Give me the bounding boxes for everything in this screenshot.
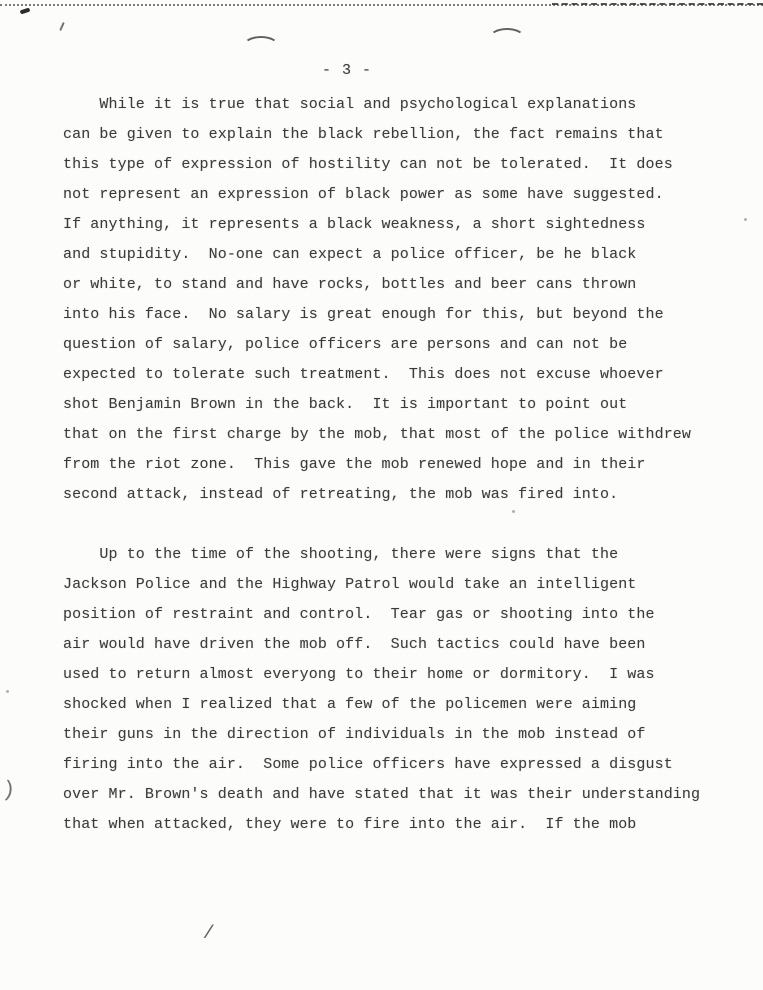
text-line: expected to tolerate such treatment. This does not excuse whoever xyxy=(63,366,664,383)
text-line: not represent an expression of black power as some have suggested. xyxy=(63,186,664,203)
text-line: shocked when I realized that a few of the policemen were aiming xyxy=(63,696,637,713)
text-line: from the riot zone. This gave the mob renewed hope and in their xyxy=(63,456,646,473)
text-line: air would have driven the mob off. Such tactics could have been xyxy=(63,636,646,653)
page-number: - 3 - xyxy=(321,62,372,79)
text-line: that on the first charge by the mob, that most of the police withdrew xyxy=(63,426,692,443)
text-line: If anything, it represents a black weakness, a short sightedness xyxy=(63,216,646,233)
scan-artifact-speck xyxy=(6,690,9,693)
document-body xyxy=(63,90,743,840)
text-line: their guns in the direction of individuals in the mob instead of xyxy=(63,726,646,743)
paragraph-2 xyxy=(63,540,743,840)
text-line: used to return almost everyong to their home or dormitory. I was xyxy=(63,666,655,683)
text-line: or white, to stand and have rocks, bottles and beer cans thrown xyxy=(63,276,637,293)
scan-artifact-arc-left xyxy=(243,36,279,56)
text-line: position of restraint and control. Tear gas or shooting into the xyxy=(63,606,655,623)
text-line: firing into the air. Some police officers have expressed a disgust xyxy=(63,756,673,773)
scan-artifact-corner-mark xyxy=(20,8,31,15)
scan-artifact-tick-mark xyxy=(59,22,64,31)
text-line: Up to the time of the shooting, there were signs that the xyxy=(63,546,619,563)
scan-artifact-paren-mark: ) xyxy=(0,777,17,804)
scan-artifact-slash-mark: / xyxy=(202,921,216,945)
scan-artifact-dotted-line-dark xyxy=(552,3,763,5)
scan-artifact-arc-right xyxy=(489,28,525,48)
text-line: that when attacked, they were to fire into the air. If the mob xyxy=(63,816,637,833)
text-line: can be given to explain the black rebellion, the fact remains that xyxy=(63,126,664,143)
text-line: into his face. No salary is great enough for this, but beyond the xyxy=(63,306,664,323)
text-line: over Mr. Brown's death and have stated that it was their understanding xyxy=(63,786,701,803)
text-line: second attack, instead of retreating, the mob was fired into. xyxy=(63,486,619,503)
scan-artifact-speck xyxy=(744,218,747,221)
text-line: question of salary, police officers are persons and can not be xyxy=(63,336,628,353)
text-line: Jackson Police and the Highway Patrol would take an intelligent xyxy=(63,576,637,593)
paragraph-1 xyxy=(63,90,743,510)
text-line: While it is true that social and psychological explanations xyxy=(63,96,637,113)
text-line: and stupidity. No-one can expect a police officer, be he black xyxy=(63,246,637,263)
text-line: shot Benjamin Brown in the back. It is important to point out xyxy=(63,396,628,413)
text-line: this type of expression of hostility can not be tolerated. It does xyxy=(63,156,673,173)
